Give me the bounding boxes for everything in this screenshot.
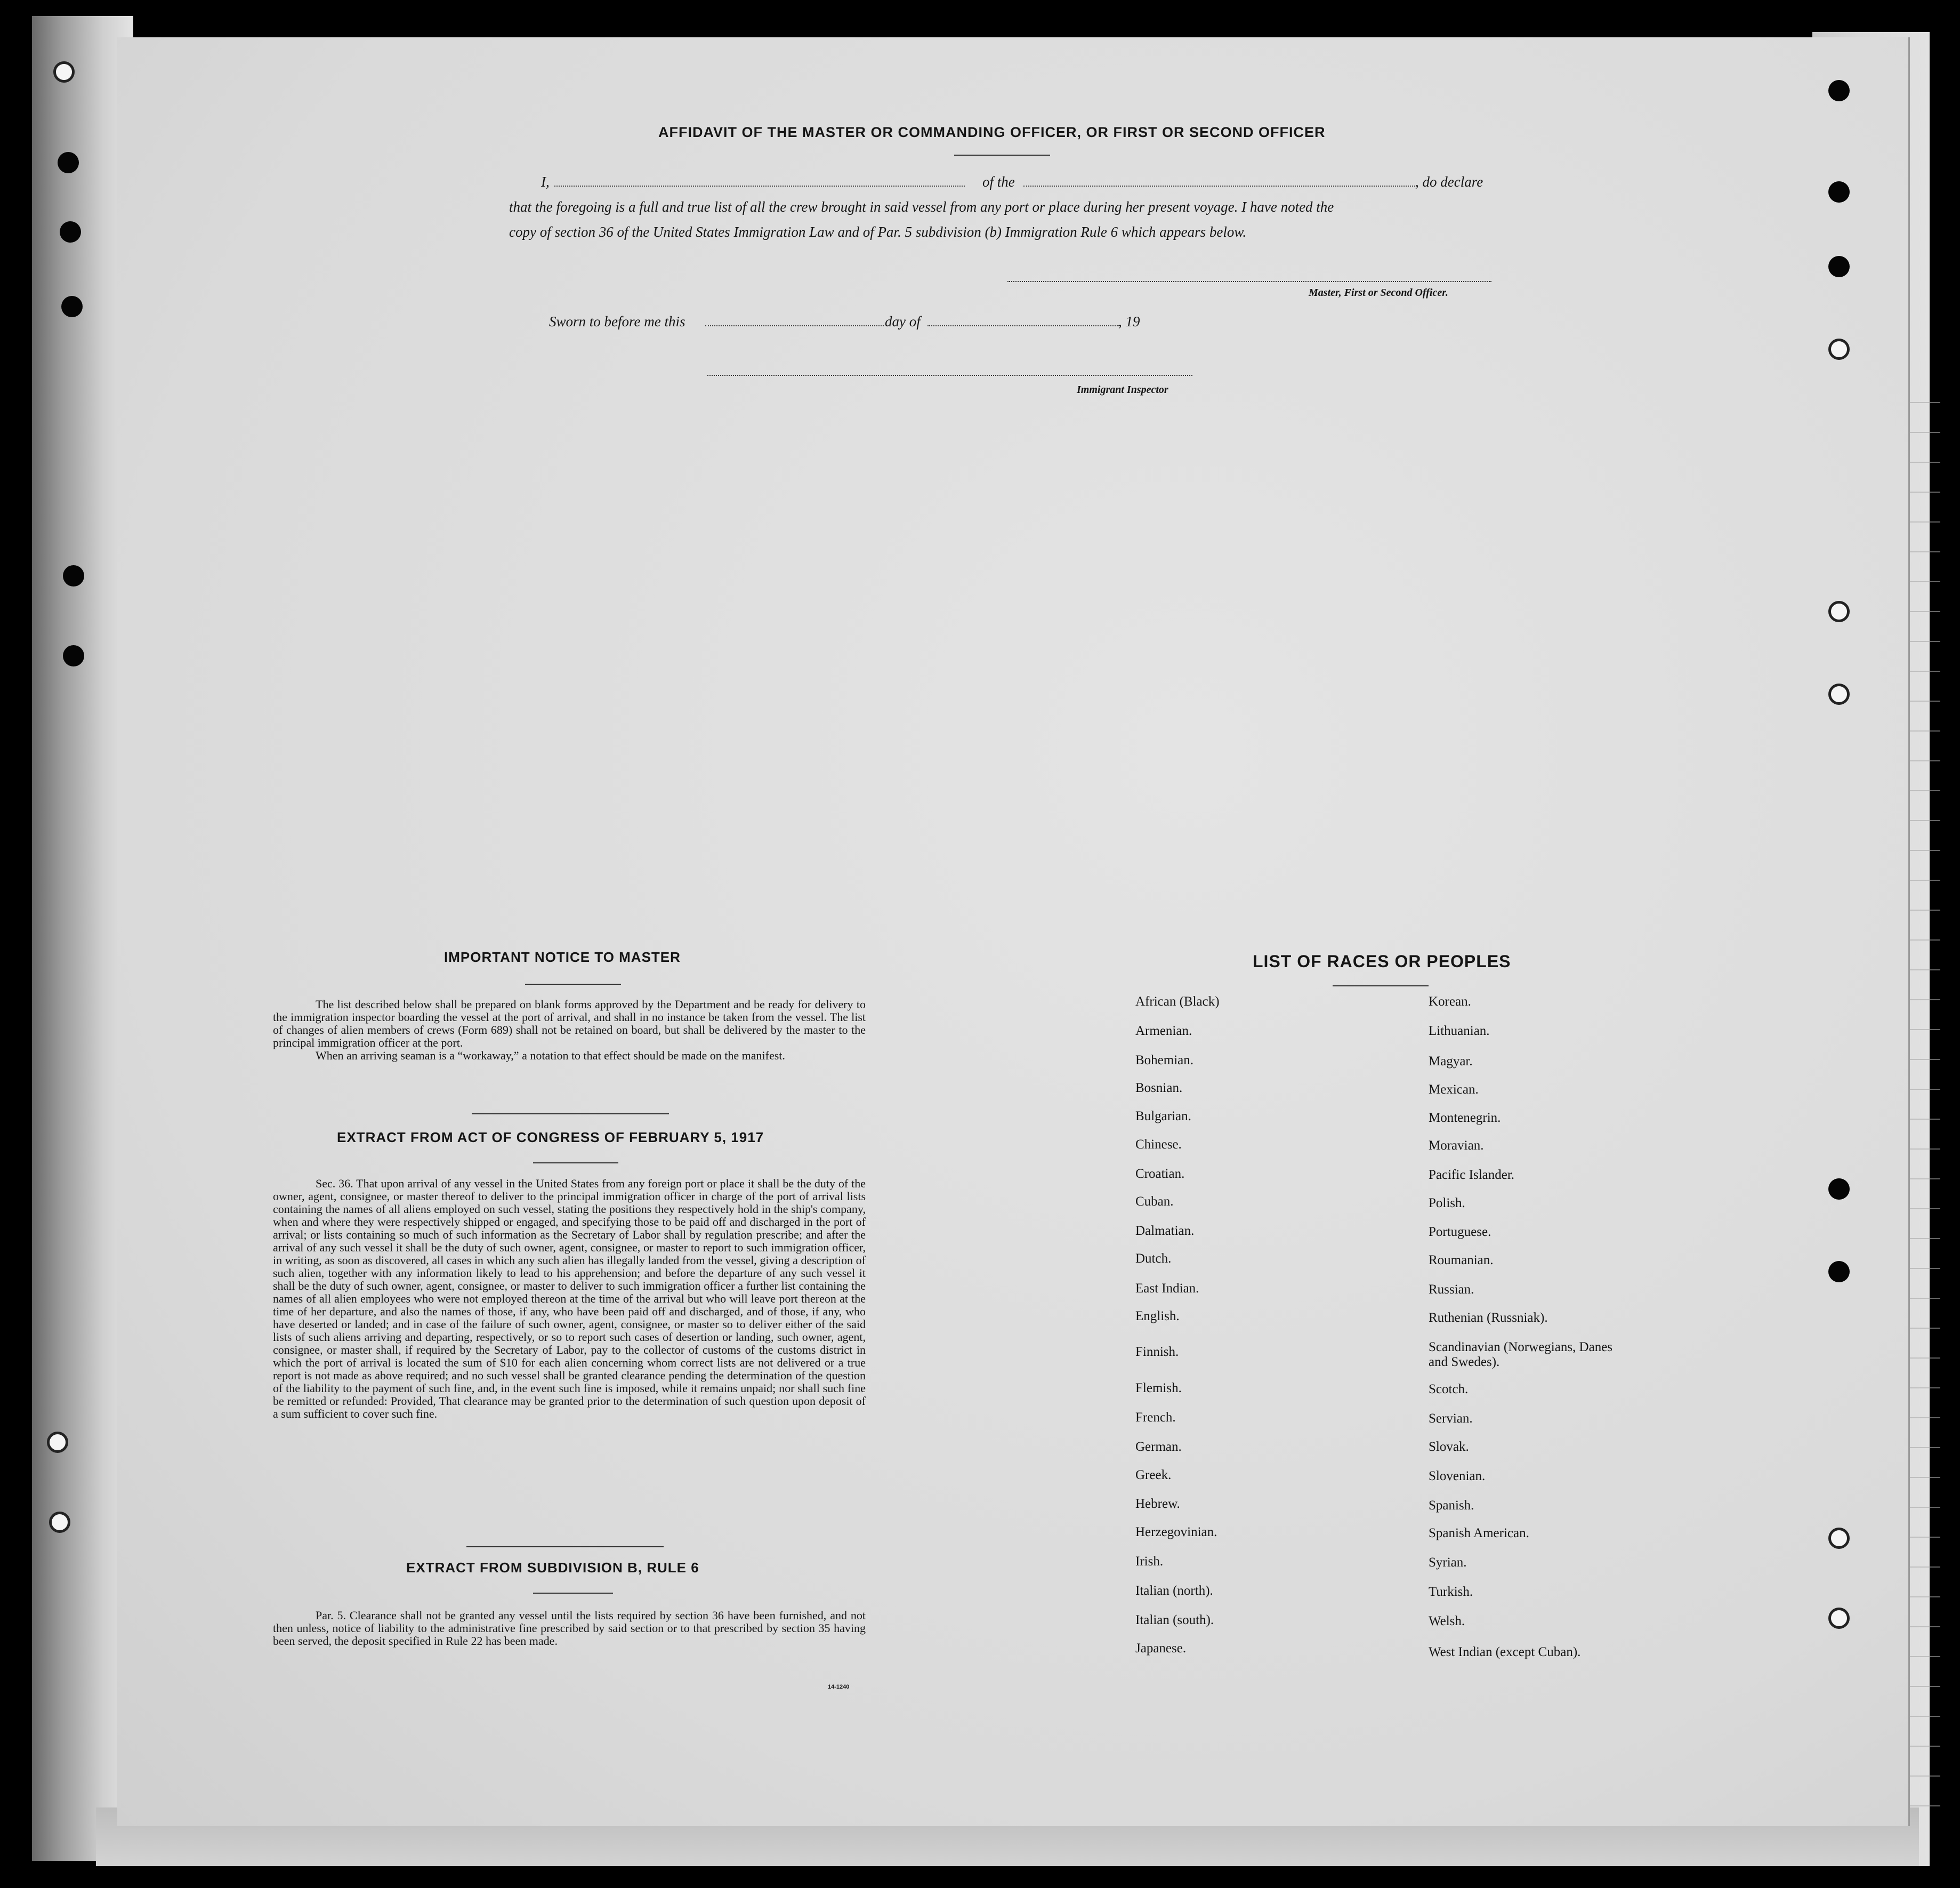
divider (1333, 985, 1429, 986)
affidavit-of-the-label: of the (982, 174, 1015, 190)
affidavit-title: AFFIDAVIT OF THE MASTER OR COMMANDING OFFICER, OR FIRST OR SECOND OFFICER (658, 124, 1326, 140)
form-page (117, 37, 1910, 1826)
punch-hole (53, 61, 75, 83)
rule-text: Par. 5. Clearance shall not be granted any vessel until the lists required by section 36 have been furnished, and not then unless, notice of liability to the administrative fine prescribed by said section or to that prescribed by section 35 having been served, the deposit specified in Rule 22 has been made. (273, 1609, 866, 1648)
race-item: Dalmatian. (1135, 1224, 1195, 1238)
act-text: Sec. 36. That upon arrival of any vessel in the United States from any foreign port or place it shall be the duty of the owner, agent, consignee, or master thereof to deliver to the principal immigration officer in charge of the port of arrival lists containing the names of all aliens employed on such vessel, stating the positions they respectively hold in the ship's company, when and where they were respectively shipped or engaged, and specifying those to be paid off and discharged in the port of arrival; or lists containing so much of such information as the Secretary of Labor shall by regulation prescribe; and after the arrival of any such vessel it shall be the duty of such owner, agent, consignee, or master to report to such immigration officer, in writing, as soon as discovered, all cases in which any such alien has illegally landed from the vessel, giving a description of such alien, together with any information likely to lead to his apprehension; and before the departure of any such vessel it shall be the duty of such owner, agent, consignee, or master to deliver to such immigration officer a further list containing the names of all alien employees who were not employed thereon at the time of the arrival but who will leave port thereon at the time of her departure, and also the names of those, if any, who have been paid off and discharged, and of those, if any, who have deserted or landed; and in case of the failure of such owner, agent, consignee, or master so to deliver either of the said lists of such aliens arriving and departing, respectively, or so to report such cases of desertion or landing, such owner, agent, consignee, or master shall, if required by the Secretary of Labor, pay to the collector of customs of the customs district in which the port of arrival is located the sum of $10 for each alien concerning whom correct lists are not delivered or a true report is not made as above required; and no such vessel shall be granted clearance pending the determination of the question of the liability to the payment of such fine, and, in the event such fine is imposed, while it remains unpaid; nor shall such fine be remitted or refunded: Provided, That clearance may be granted prior to the determination of such question upon deposit of a sum sufficient to cover such fine. (273, 1177, 866, 1420)
race-item: Italian (south). (1135, 1613, 1214, 1627)
divider (533, 1162, 618, 1163)
sworn-label: Sworn to before me this (549, 314, 685, 330)
affidavit-declare-label: , do declare (1415, 174, 1483, 190)
divider (525, 984, 621, 985)
race-item: Irish. (1135, 1554, 1164, 1569)
punch-hole (49, 1512, 70, 1533)
race-item: Bosnian. (1135, 1081, 1183, 1095)
race-item: Dutch. (1135, 1251, 1172, 1266)
punch-hole (1828, 1608, 1850, 1629)
race-item: Lithuanian. (1429, 1024, 1490, 1038)
race-item: English. (1135, 1309, 1180, 1323)
notice-para1: The list described below shall be prepared on blank forms approved by the Department and be ready for delivery to the immigration inspector boarding the vessel at the port of arrival, and shall in no instance be taken from the vessel. The list of changes of alien members of crews (Form 689) shall not be retained on board, but shall be delivered by the master to the principal immigration officer at the port. (273, 998, 866, 1049)
act-body (273, 1177, 866, 1420)
race-item: Scandinavian (Norwegians, Danes and Swedes). (1429, 1340, 1613, 1369)
race-item: West Indian (except Cuban). (1429, 1645, 1581, 1659)
race-item: Servian. (1429, 1411, 1473, 1426)
race-item: Syrian. (1429, 1555, 1467, 1570)
punch-hole (58, 152, 79, 173)
divider (466, 1546, 664, 1547)
race-item: Ruthenian (Russniak). (1429, 1311, 1548, 1325)
punch-hole (47, 1432, 68, 1453)
race-item: German. (1135, 1440, 1182, 1454)
race-item: Montenegrin. (1429, 1111, 1501, 1125)
punch-hole (60, 221, 81, 243)
race-item: Roumanian. (1429, 1253, 1494, 1267)
race-item: Turkish. (1429, 1585, 1473, 1599)
punch-hole (1828, 339, 1850, 360)
punch-hole (1828, 80, 1850, 101)
notice-body (273, 998, 866, 1062)
punch-hole (1828, 181, 1850, 203)
officer-signature-label: Master, First or Second Officer. (1309, 287, 1448, 299)
act-title: EXTRACT FROM ACT OF CONGRESS OF FEBRUARY 5, 1917 (337, 1129, 764, 1145)
day-of-label: day of (885, 314, 921, 330)
punch-hole (1828, 684, 1850, 705)
notice-title: IMPORTANT NOTICE TO MASTER (444, 949, 681, 965)
punch-hole (1828, 601, 1850, 622)
race-item: Bohemian. (1135, 1053, 1194, 1067)
race-item: Cuban. (1135, 1194, 1174, 1209)
race-item: Polish. (1429, 1196, 1465, 1210)
sworn-month-field[interactable] (927, 325, 1119, 326)
race-item: Herzegovinian. (1135, 1525, 1217, 1539)
race-item: Scotch. (1429, 1382, 1469, 1396)
race-item: Slovak. (1429, 1440, 1469, 1454)
race-item: Bulgarian. (1135, 1109, 1191, 1123)
punch-hole (63, 565, 84, 587)
inspector-label: Immigrant Inspector (1077, 384, 1168, 396)
affidavit-i-label: I, (541, 174, 550, 190)
form-number: 14-1240 (828, 1684, 850, 1690)
affidavit-body-line1: that the foregoing is a full and true list of all the crew brought in said vessel from any port or place during her present voyage. I have noted the (509, 199, 1334, 215)
divider (472, 1113, 669, 1114)
race-item: Slovenian. (1429, 1469, 1486, 1483)
punch-hole (1828, 1528, 1850, 1549)
race-item: Welsh. (1429, 1614, 1465, 1628)
race-item: Spanish American. (1429, 1526, 1529, 1540)
notice-para2: When an arriving seaman is a “workaway,” a notation to that effect should be made on the manifest. (316, 1049, 785, 1062)
race-item: Japanese. (1135, 1641, 1187, 1656)
race-item: Moravian. (1429, 1138, 1484, 1153)
race-item: Chinese. (1135, 1137, 1182, 1152)
divider (954, 155, 1050, 156)
sworn-day-field[interactable] (705, 325, 884, 326)
race-item: Italian (north). (1135, 1584, 1213, 1598)
race-item: Armenian. (1135, 1024, 1192, 1038)
punch-hole (1828, 1261, 1850, 1282)
race-item: Finnish. (1135, 1345, 1179, 1359)
races-title: LIST OF RACES OR PEOPLES (1253, 952, 1511, 971)
race-item: Croatian. (1135, 1167, 1185, 1181)
punch-hole (61, 296, 83, 317)
rule-title: EXTRACT FROM SUBDIVISION B, RULE 6 (406, 1560, 699, 1576)
race-item: Flemish. (1135, 1381, 1182, 1395)
race-item: Hebrew. (1135, 1497, 1180, 1511)
race-item: Mexican. (1429, 1082, 1479, 1097)
punch-hole (1828, 256, 1850, 277)
race-item: Korean. (1429, 994, 1471, 1009)
name-field[interactable] (554, 186, 965, 187)
race-item: Magyar. (1429, 1054, 1473, 1068)
affidavit-body-line2: copy of section 36 of the United States Immigration Law and of Par. 5 subdivision (b) Immigration Rule 6 which appears below. (509, 224, 1247, 240)
year-label: , 19 (1118, 314, 1140, 330)
divider (533, 1593, 613, 1594)
rule-body (273, 1609, 866, 1648)
race-item: Russian. (1429, 1282, 1474, 1297)
race-item: French. (1135, 1410, 1176, 1425)
vessel-field[interactable] (1023, 186, 1415, 187)
race-item: African (Black) (1135, 994, 1220, 1009)
race-item: Spanish. (1429, 1498, 1474, 1513)
race-item: Portuguese. (1429, 1225, 1491, 1239)
inspector-signature-line[interactable] (707, 375, 1192, 376)
race-item: Greek. (1135, 1468, 1172, 1482)
punch-hole (1828, 1178, 1850, 1200)
officer-signature-line[interactable] (1007, 281, 1491, 282)
race-item: Pacific Islander. (1429, 1168, 1515, 1182)
punch-hole (63, 645, 84, 666)
race-item: East Indian. (1135, 1281, 1199, 1296)
